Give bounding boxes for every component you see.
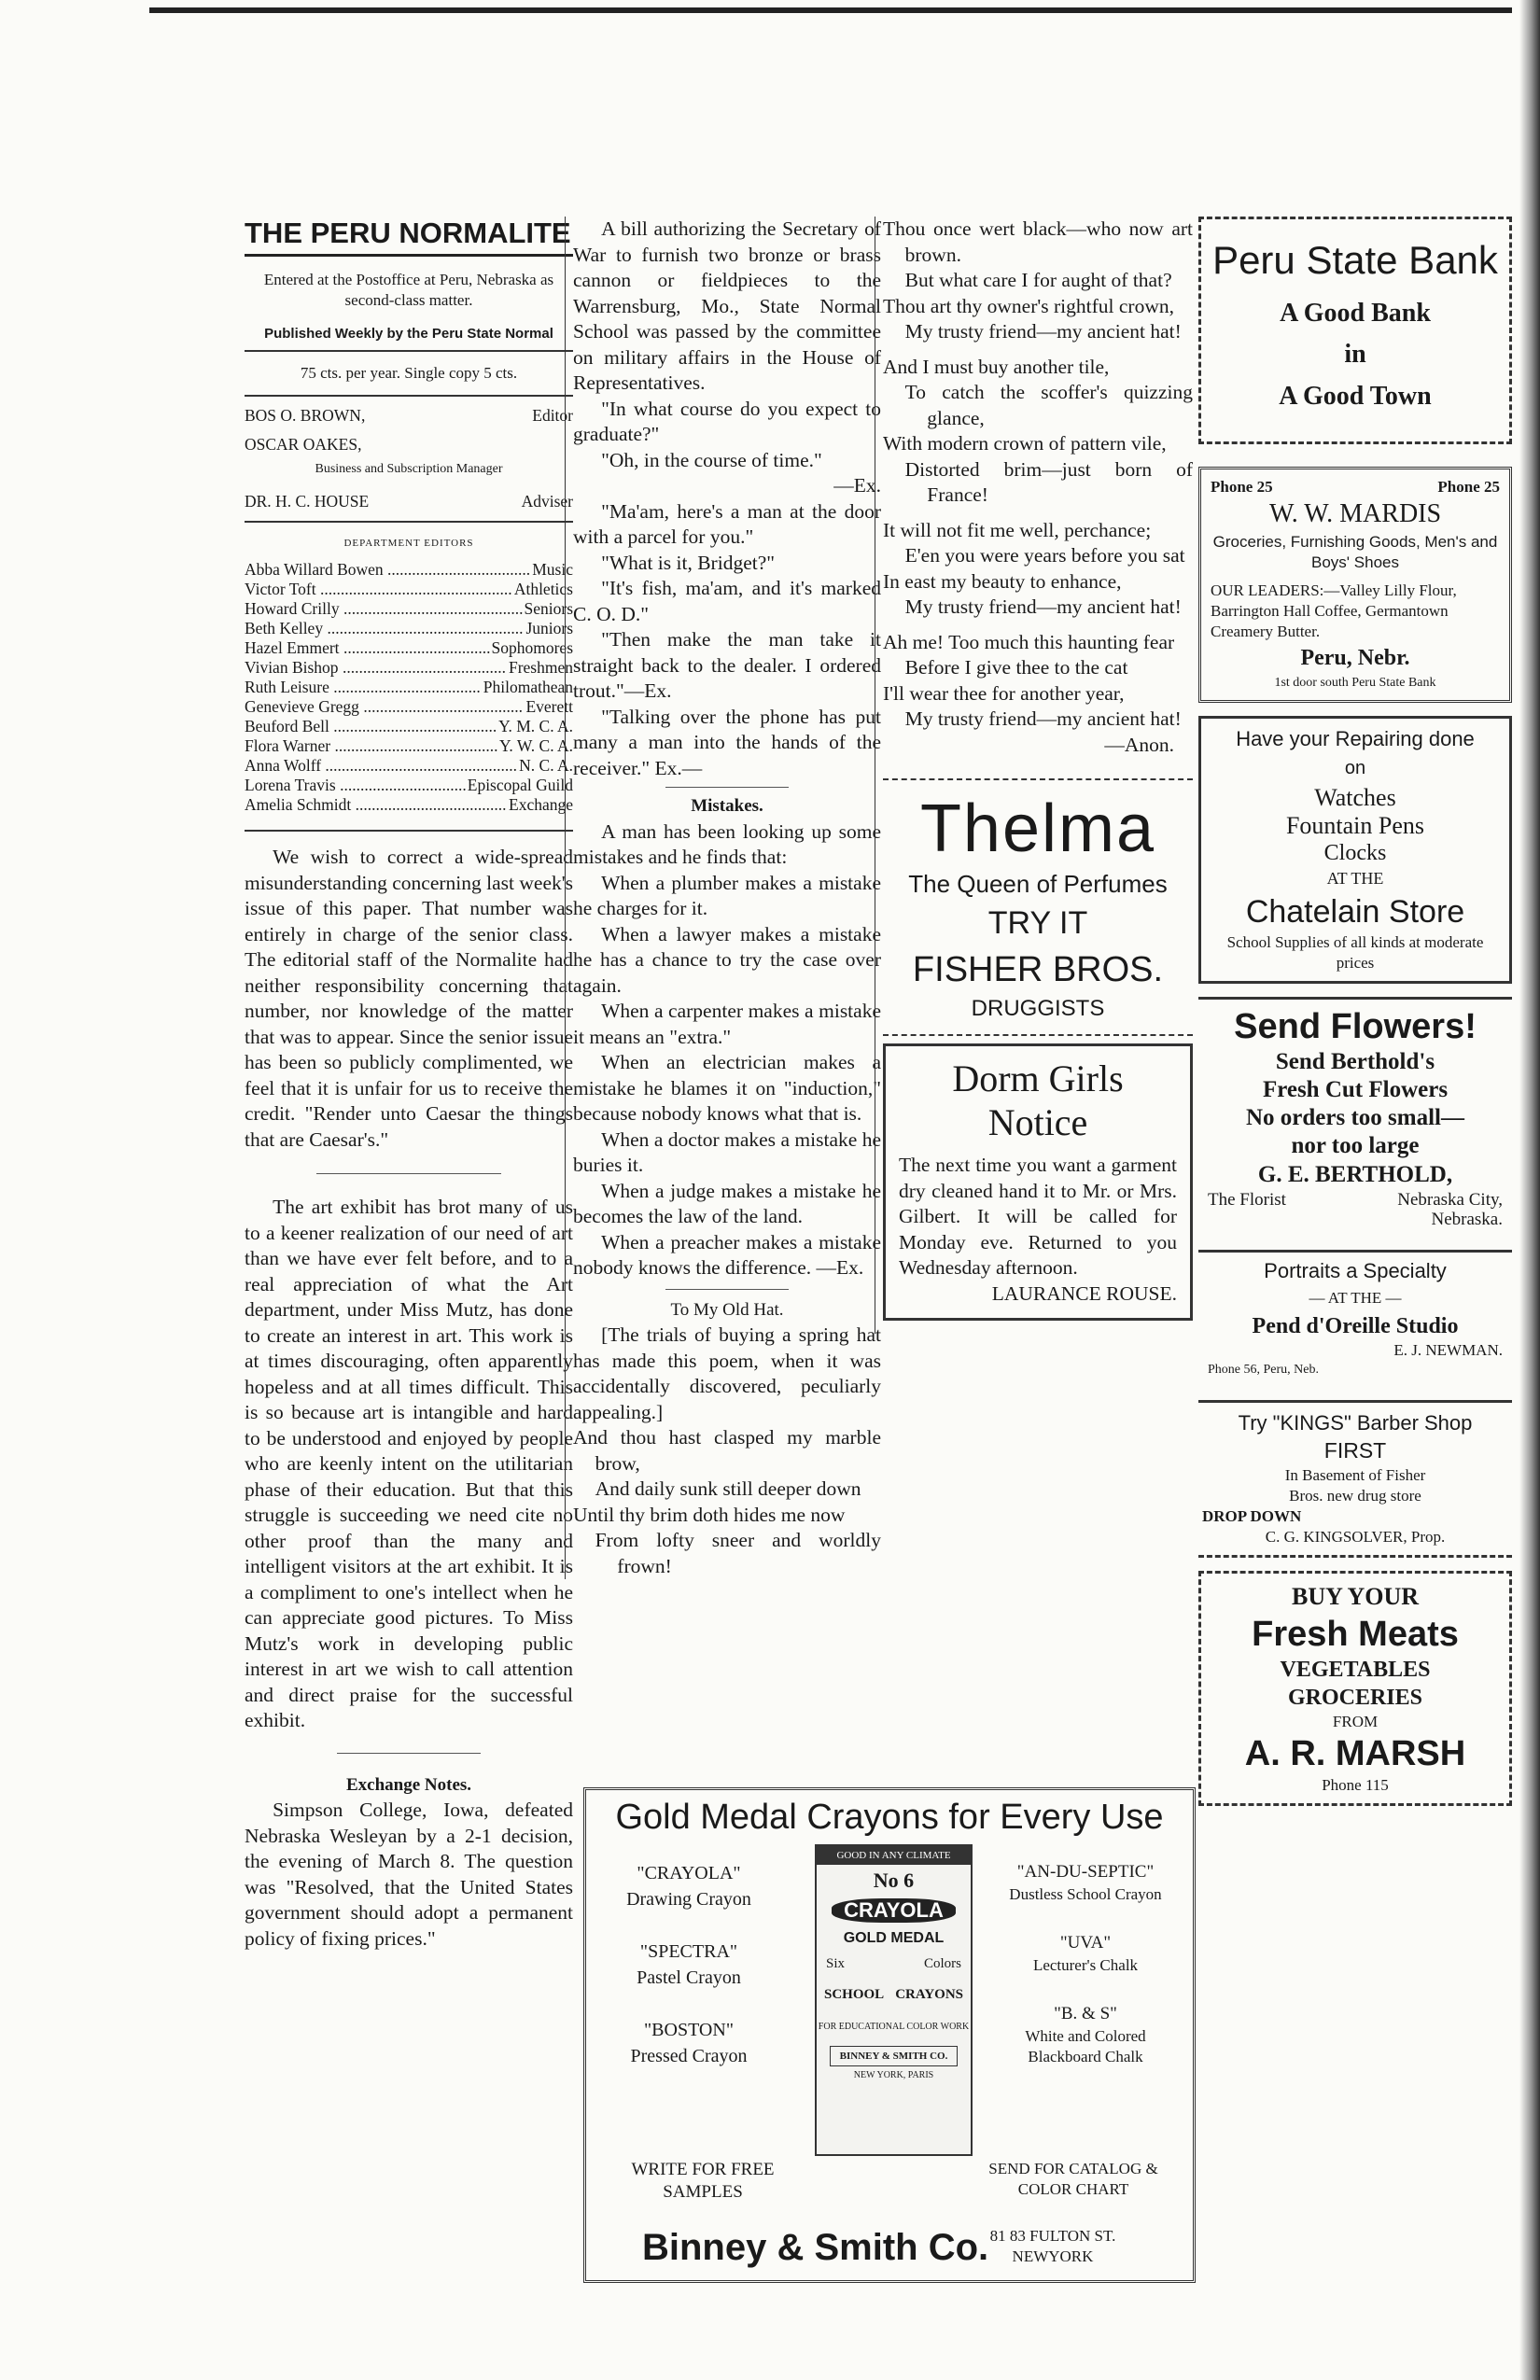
mardis-name: W. W. MARDIS — [1268, 499, 1442, 528]
studio-phone: Phone 56, Peru, Neb. — [1208, 1362, 1319, 1377]
masthead-entered: Entered at the Postoffice at Peru, Nebraska as second-class matter. — [263, 271, 554, 309]
editor-name: Anna Wolff ..... — [245, 756, 517, 776]
column-2 — [565, 217, 881, 1579]
poem-line: And I must buy another tile, — [883, 355, 1110, 378]
editor-dept: Exchange — [509, 795, 573, 814]
mardis-leaders: OUR LEADERS:—Valley Lilly Flour, Barrington Hall Coffee, Germantown Creamery Butter. — [1211, 581, 1457, 640]
masthead-price: 75 cts. per year. Single copy 5 cts. — [300, 364, 518, 382]
editor-row — [245, 678, 573, 697]
bank-line-3: A Good Town — [1279, 382, 1432, 411]
gm-send-catalog: SEND FOR CATALOG & COLOR CHART — [988, 2160, 1158, 2198]
poem-line: Before I give thee to the cat — [904, 656, 1128, 679]
editor-dept: Everett — [525, 697, 573, 716]
editor-row — [245, 658, 573, 678]
chatelain-pens: Fountain Pens — [1285, 811, 1425, 839]
marsh-line-6: A. R. MARSH — [1244, 1734, 1466, 1773]
marsh-line-1: BUY YOUR — [1291, 1583, 1420, 1610]
hat-poem-lines — [573, 1425, 881, 1579]
joke-paragraph: "In what course do you expect to graduate?" — [573, 397, 881, 445]
editorial-art-exhibit: The art exhibit has brot many of us to a keener realization of our need of art than we have ever felt before, and to a real appreciation of what the Art department, under Miss Mutz, has done to create an interest in art. This work is at times discouraging, often apparently hopeless and at all times difficult. This is so because art is intangible and hard to be understood and enjoyed by people who are keenly intent on the utilitarian phase of their education. But that this struggle is succeeding we need cite no other proof than the many and intelligent visitors at the art exhibit. It is a compliment to one's intellect when he can appreciate good pictures. To Miss Mutz's work in developing public interest in art we wish to call attention and direct praise for the successful exhibit. — [245, 1196, 573, 1731]
column-1 — [245, 217, 573, 1952]
joke-paragraph: "Then make the man take it straight back to the dealer. I ordered trout."—Ex. — [573, 628, 881, 702]
thelma-ad — [883, 778, 1193, 1036]
hat-poem-title: To My Old Hat. — [670, 1299, 784, 1320]
hat-poem-continued — [883, 217, 1193, 733]
gm-product-desc: Drawing Crayon — [626, 1889, 751, 1910]
poem-line: To catch the scoffer's quizzing glance, — [904, 381, 1193, 429]
chatelain-line-2: on — [1344, 757, 1366, 778]
editorial-correction: We wish to correct a wide-spread misunderstanding concerning last week's issue of this paper. That number was entirely in charge of the senior class. The editorial staff of the Normalite had neither responsibility concerning that number, nor knowledge of the matter that was to appear. Since the senior issue has been so publicly complimented, we feel that it is unfair for us to receive the credit. "Render unto Caesar the things that are Caesar's." — [245, 846, 573, 1151]
barber-line-2: FIRST — [1323, 1438, 1387, 1463]
joke-paragraph: "What is it, Bridget?" — [601, 551, 776, 574]
joke-paragraph: —Ex. — [833, 474, 881, 497]
hat-poem-line: And thou hast clasped my marble brow, — [573, 1426, 881, 1475]
page-top-rule — [149, 7, 1512, 13]
gm-write-samples: WRITE FOR FREE SAMPLES — [631, 2160, 775, 2202]
poem-line: My trusty friend—my ancient hat! — [904, 707, 1182, 730]
poem-line: It will not fit me well, perchance; — [883, 518, 1152, 541]
gm-product-name: "CRAYOLA" — [637, 1863, 741, 1883]
dorm-title-2: Notice — [987, 1101, 1088, 1143]
marsh-line-2: Fresh Meats — [1252, 1615, 1459, 1654]
chatelain-at-the: AT THE — [1326, 868, 1384, 888]
gm-product-desc: Lecturer's Chalk — [1032, 1956, 1139, 1974]
marsh-meats-ad — [1198, 1571, 1512, 1806]
staff-adviser: DR. H. C. HOUSE Adviser — [245, 492, 573, 511]
joke-paragraph: "It's fish, ma'am, and it's marked C. O. D." — [573, 577, 881, 625]
poem-line: Thou once wert black—who now art brown. — [883, 217, 1193, 266]
editor-dept: N. C. A. — [519, 756, 573, 775]
poem-line: My trusty friend—my ancient hat! — [904, 320, 1182, 343]
editor-row — [245, 599, 573, 619]
masthead-title: THE PERU NORMALITE — [245, 217, 573, 257]
editor-row — [245, 736, 573, 756]
gm-product-name: "B. & S" — [1054, 2004, 1117, 2023]
flowers-line-5: G. E. BERTHOLD, — [1257, 1162, 1453, 1187]
thelma-subtitle: The Queen of Perfumes — [908, 870, 1168, 898]
gm-product-desc: Pastel Crayon — [637, 1967, 741, 1988]
column-4 — [1198, 217, 1512, 1819]
editor-dept: Y. W. C. A. — [499, 736, 573, 755]
studio-name: Pend d'Oreille Studio — [1252, 1313, 1459, 1338]
gm-right-products — [987, 1860, 1183, 2067]
joke-paragraph: "Oh, in the course of time." — [601, 448, 822, 471]
editor-row — [245, 717, 573, 736]
staff-manager: OSCAR OAKES, — [245, 435, 362, 454]
crayola-box-illustration: GOOD IN ANY CLIMATE No 6 CRAYOLA GOLD MEDAL Six Colors SCHOOL CRAYONS FOR EDUCATIONAL COLOR WORK BINNEY & SMITH CO. NEW YORK, PARIS — [815, 1844, 973, 2156]
mardis-phone-right: Phone 25 — [1437, 478, 1500, 496]
gm-product-desc: White and Colored Blackboard Chalk — [1025, 2027, 1146, 2065]
barber-line-4: Bros. new drug store — [1289, 1487, 1421, 1505]
poem-line: But what care I for aught of that? — [904, 269, 1172, 291]
mistakes-section — [573, 819, 881, 1281]
editor-name: Amelia Schmidt ..... — [245, 795, 507, 815]
gm-product-name: "UVA" — [1059, 1933, 1112, 1953]
mardis-goods: Groceries, Furnishing Goods, Men's and Boys' Shoes — [1212, 533, 1498, 571]
gm-product-desc: Dustless School Crayon — [1009, 1885, 1162, 1903]
editor-row — [245, 776, 573, 795]
poem-line: With modern crown of pattern vile, — [883, 432, 1167, 455]
poem-line: Thou art thy owner's rightful crown, — [883, 294, 1174, 317]
barber-line-3: In Basement of Fisher — [1284, 1466, 1426, 1484]
chatelain-supplies: School Supplies of all kinds at moderate prices — [1226, 933, 1484, 972]
column-3 — [875, 217, 1193, 1334]
editor-row — [245, 795, 573, 815]
editor-name: Abba Willard Bowen ..... — [245, 560, 530, 580]
editor-dept: Y. M. C. A. — [498, 717, 573, 735]
mistake-paragraph: When a plumber makes a mistake he charges for it. — [573, 871, 881, 919]
dorm-girls-ad — [883, 1043, 1193, 1321]
hat-poem-line: Until thy brim doth hides me now — [573, 1503, 846, 1526]
mistake-paragraph: When a judge makes a mistake he becomes the law of the land. — [573, 1179, 881, 1227]
chatelain-store-name: Chatelain Store — [1245, 894, 1465, 930]
bank-name: Peru State Bank — [1212, 238, 1498, 282]
thelma-store: FISHER BROS. — [912, 950, 1164, 989]
poem-line: Distorted brim—just born of France! — [904, 457, 1193, 506]
editor-name: Hazel Emmert ..... — [245, 638, 490, 658]
editor-dept: Sophomores — [491, 638, 573, 657]
editor-name: Howard Crilly ..... — [245, 599, 523, 619]
dorm-body: The next time you want a garment dry cleaned hand it to Mr. or Mrs. Gilbert. It will be called for Monday eve. Returned to you Wednesday afternoon. — [899, 1154, 1177, 1279]
gm-product-name: "SPECTRA" — [639, 1941, 738, 1962]
poem-line: In east my beauty to enhance, — [883, 569, 1122, 593]
editor-dept: Juniors — [525, 619, 573, 637]
editor-dept: Philomathean — [483, 678, 573, 696]
editor-row — [245, 619, 573, 638]
editor-dept: Episcopal Guild — [467, 776, 573, 794]
hat-poem-intro: [The trials of buying a spring hat has made this poem, when it was accidentally discovered, peculiarly appealing.] — [573, 1323, 881, 1423]
flowers-city: Nebraska City, Nebraska. — [1397, 1190, 1503, 1229]
department-editors-list — [245, 560, 573, 815]
mardis-ad — [1198, 467, 1512, 703]
berthold-flowers-ad — [1198, 997, 1512, 1237]
joke-paragraph: A bill authorizing the Secretary of War to furnish two bronze or brass cannon or fieldpieces to the Warrensburg, Mo., State Normal School was passed by the committee on military affairs in the House of Representatives. — [573, 217, 881, 394]
chatelain-watches: Watches — [1314, 783, 1396, 811]
hat-poem-line: And daily sunk still deeper down — [595, 1477, 861, 1500]
studio-owner: E. J. NEWMAN. — [1393, 1340, 1503, 1359]
gold-medal-crayons-ad — [583, 1787, 1196, 2283]
jokes-section — [573, 217, 881, 781]
editor-dept: Seniors — [524, 599, 573, 618]
editor-name: Victor Toft ..... — [245, 580, 512, 599]
mistake-paragraph: When a carpenter makes a mistake it means an "extra." — [573, 1000, 881, 1048]
gm-product-desc: Pressed Crayon — [630, 2046, 748, 2066]
editor-name: Beth Kelley ..... — [245, 619, 524, 638]
mistake-paragraph: When a preacher makes a mistake nobody knows the difference. —Ex. — [573, 1230, 881, 1279]
chatelain-clocks: Clocks — [1323, 840, 1387, 865]
editor-row — [245, 560, 573, 580]
gm-company: Binney & Smith Co. — [642, 2227, 989, 2268]
flowers-line-4: nor too large — [1291, 1133, 1420, 1158]
joke-paragraph: "Talking over the phone has put many a man into the hands of the receiver." Ex.— — [573, 705, 881, 779]
flowers-line-3: No orders too small— — [1246, 1105, 1464, 1130]
chatelain-line-1: Have your Repairing done — [1236, 727, 1475, 750]
gm-left-products — [595, 1860, 782, 2069]
mardis-town: Peru, Nebr. — [1300, 646, 1410, 670]
scan-edge-shadow — [1519, 0, 1540, 2380]
mistake-paragraph: A man has been looking up some mistakes and he finds that: — [573, 819, 881, 868]
marsh-line-4: GROCERIES — [1287, 1686, 1423, 1710]
studio-line-2: — AT THE — — [1309, 1288, 1402, 1307]
editor-row — [245, 756, 573, 776]
peru-state-bank-ad — [1198, 217, 1512, 444]
bank-line-1: A Good Bank — [1280, 299, 1431, 328]
dorm-title-1: Dorm Girls — [952, 1057, 1124, 1099]
studio-ad — [1198, 1250, 1512, 1387]
gm-address: 81 83 FULTON ST. NEWYORK — [989, 2227, 1116, 2265]
editor-row — [245, 580, 573, 599]
barber-line-5: DROP DOWN — [1202, 1507, 1302, 1525]
editor-dept: Athletics — [513, 580, 573, 598]
barber-line-6: C. G. KINGSOLVER, Prop. — [1265, 1528, 1446, 1546]
business-manager-label: Business and Subscription Manager — [315, 462, 503, 476]
poem-line: Ah me! Too much this haunting fear — [883, 630, 1175, 653]
mistake-paragraph: When an electrician makes a mistake he blames it on "induction," because nobody knows what that is. — [573, 1051, 881, 1125]
editor-name: Ruth Leisure ..... — [245, 678, 482, 697]
exchange-notes-title: Exchange Notes. — [345, 1774, 472, 1795]
gm-product-name: "AN-DU-SEPTIC" — [1016, 1862, 1155, 1882]
editor-name: Genevieve Gregg ..... — [245, 697, 524, 717]
bank-line-2: in — [1344, 340, 1366, 369]
mistakes-title: Mistakes. — [691, 796, 763, 816]
poem-line: E'en you were years before you sat — [904, 544, 1185, 567]
flowers-title: Send Flowers! — [1234, 1007, 1477, 1046]
editor-row — [245, 638, 573, 658]
chatelain-store-ad — [1198, 716, 1512, 984]
editor-name: Flora Warner ..... — [245, 736, 497, 756]
barber-line-1: Try "KINGS" Barber Shop — [1238, 1410, 1473, 1435]
mistake-paragraph: When a lawyer makes a mistake he has a chance to try the case over again. — [573, 922, 881, 997]
flowers-florist: The Florist — [1208, 1190, 1286, 1210]
flowers-line-2: Fresh Cut Flowers — [1262, 1077, 1449, 1102]
poem-line: My trusty friend—my ancient hat! — [904, 595, 1182, 618]
hat-poem-line: From lofty sneer and worldly frown! — [595, 1529, 881, 1577]
editor-name: Lorena Travis ..... — [245, 776, 466, 795]
studio-line-1: Portraits a Specialty — [1264, 1259, 1447, 1282]
editor-name: Beuford Bell ..... — [245, 717, 497, 736]
gm-product-name: "BOSTON" — [644, 2020, 734, 2040]
mardis-phone-left: Phone 25 — [1211, 478, 1273, 496]
marsh-line-3: VEGETABLES — [1280, 1658, 1431, 1682]
exchange-notes-body: Simpson College, Iowa, defeated Nebraska Wesleyan by a 2-1 decision, the evening of March 8. The question was "Resolved, that the United States government should adopt a permanent policy of fixing prices." — [245, 1799, 573, 1950]
poem-signature: —Anon. — [1104, 733, 1174, 756]
marsh-line-5: FROM — [1332, 1713, 1379, 1730]
dept-editors-heading: DEPARTMENT EDITORS — [343, 538, 474, 549]
dorm-signature: LAURANCE ROUSE. — [991, 1281, 1177, 1305]
thelma-try: TRY IT — [987, 905, 1088, 941]
flowers-line-1: Send Berthold's — [1275, 1049, 1435, 1074]
joke-paragraph: "Ma'am, here's a man at the door with a parcel for you." — [573, 499, 881, 548]
poem-line: I'll wear thee for another year, — [883, 681, 1125, 705]
barber-shop-ad — [1198, 1400, 1512, 1559]
staff-editor: BOS O. BROWN, Editor — [245, 406, 573, 425]
thelma-kind: DRUGGISTS — [971, 996, 1105, 1021]
thelma-name: Thelma — [919, 791, 1156, 866]
editor-dept: Music — [532, 560, 573, 579]
gm-title: Gold Medal Crayons for Every Use — [615, 1798, 1164, 1837]
editor-row — [245, 697, 573, 717]
editor-name: Vivian Bishop ..... — [245, 658, 507, 678]
mardis-address: 1st door south Peru State Bank — [1274, 676, 1436, 690]
marsh-line-7: Phone 115 — [1322, 1776, 1389, 1794]
masthead-published: Published Weekly by the Peru State Normal — [264, 326, 553, 342]
editor-dept: Freshmen — [508, 658, 573, 677]
mistake-paragraph: When a doctor makes a mistake he buries it. — [573, 1127, 881, 1176]
